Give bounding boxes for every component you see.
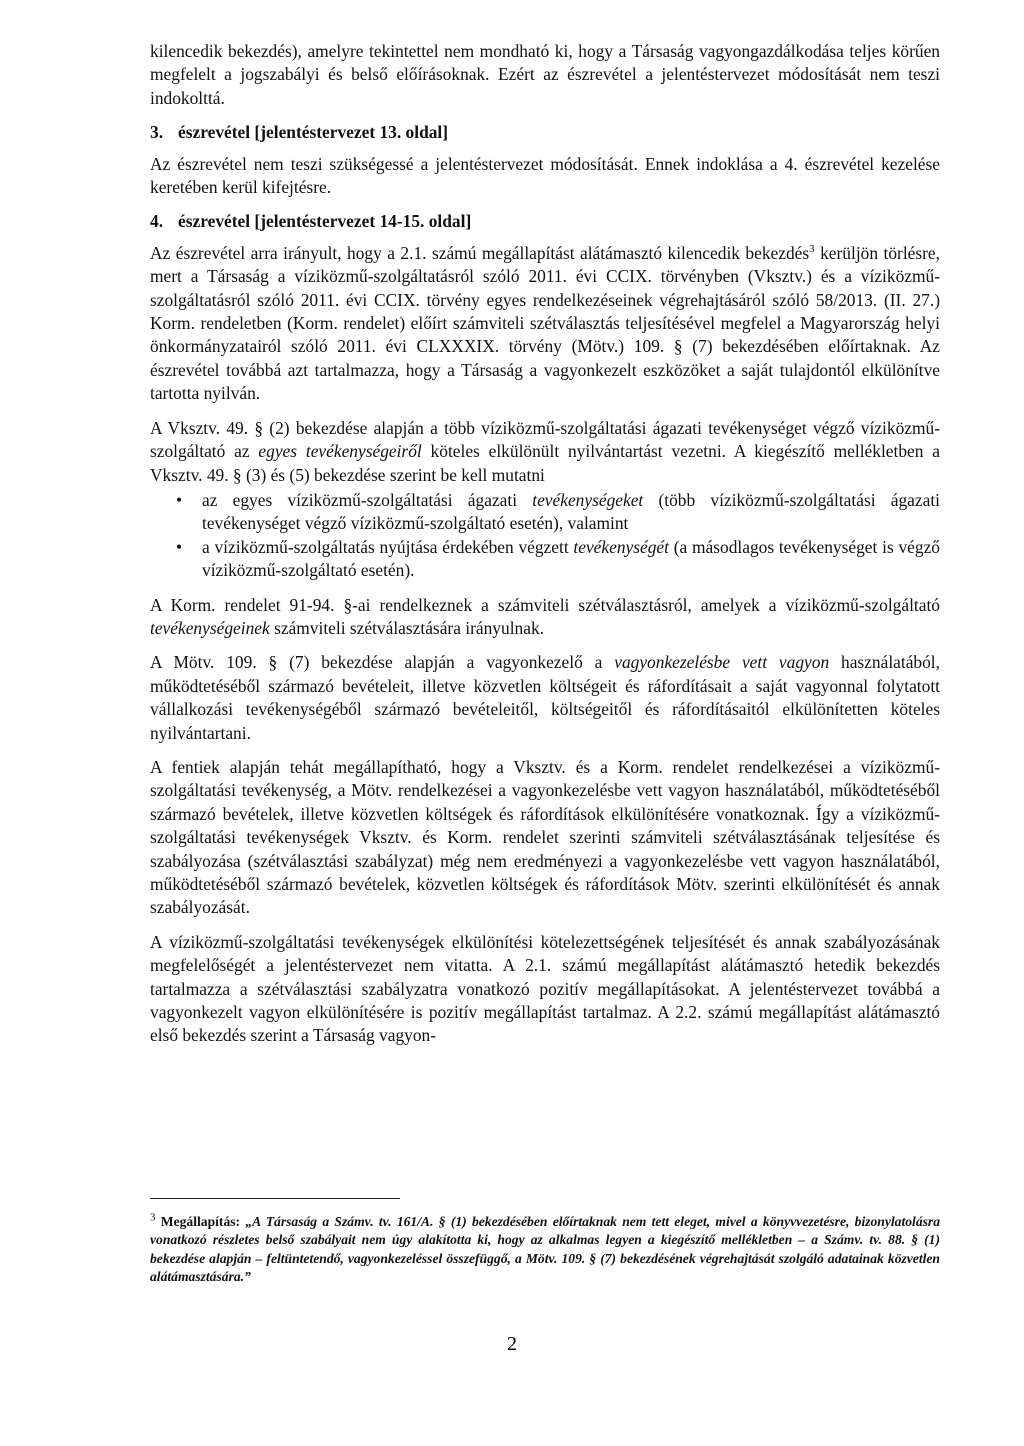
footnote [150,1213,940,1287]
paragraph-motv: A Mötv. 109. § (7) bekezdése alapján a vagyonkezelő a vagyonkezelésbe vett vagyon használatából, működtetéséből származó bevételeit, illetve közvetlen költségeit és ráfordításait a saját vagyonnal folytatott vállalkozási tevékenységéből származó bevételeitől, költségeitől és ráfordításaitól elkülönítetten köteles nyilvántartani. [150,652,940,743]
paragraph-korm-rendelet: A Korm. rendelet 91-94. §-ai rendelkeznek a számviteli szétválasztásról, amelyek a víziközmű-szolgáltató tevékenységeinek számviteli szétválasztására irányulnak. [150,594,940,638]
footnote-lead: Megállapítás: [155,1214,241,1229]
paragraph-final: A víziközmű-szolgáltatási tevékenységek elkülönítési kötelezettségének teljesítését és annak szabályozásának megfelelőségét a jelentéstervezet nem vitatta. A 2.1. számú megállapítást alátámasztó hetedik bekezdés tartalmazza a szétválasztási szabályzatra vonatkozó pozitív megállapításokat. A jelentéstervezet továbbá a vagyonkezelt vagyon elkülönítésére is pozitív megállapítást tartalmaz. A 2.2. számú megállapítást alátámasztó első bekezdés szerint a Társaság vagyon- [150,931,940,1046]
footnote-reference[interactable]: 3 [809,243,815,256]
footnote-body: „A Társaság a Számv. tv. 161/A. § (1) bekezdésében előírtaknak nem tett eleget, mivel a könyvvezetésre, bizonylatolásra vonatkozó részletes belső szabályait nem úgy alakította ki, hogy az alkalmas legyen a kiegészítő mellékletben – a Számv. tv. 88. § (1) bekezdése alapján – feltüntetendő, vagyonkezeléssel összefüggő, a Mötv. 109. § (7) bekezdésének végrehajtását szolgáló adatainak közvetlen alátámasztására.” [150,1214,940,1285]
paragraph-3-response: Az észrevétel nem teszi szükségessé a jelentéstervezet módosítását. Ennek indoklása a 4. észrevétel kezelése keretében kerül kifejtésre. [150,153,940,198]
section-heading-3 [150,121,940,144]
bullet-list [150,489,940,583]
heading-number: 4. [150,211,164,232]
page-number: 2 [507,1333,517,1355]
bullet-icon: • [176,536,183,557]
heading-number: 3. [150,122,164,143]
paragraph-continuation: kilencedik bekezdés), amelyre tekintettel nem mondható ki, hogy a Társaság vagyongazdálkodása teljes körűen megfelelt a jogszabályi és belső előírásoknak. Ezért az észrevétel a jelentéstervezet módosítását nem teszi indokolttá. [150,41,940,108]
heading-title: észrevétel [jelentéstervezet 14-15. oldal] [178,211,472,232]
list-item: • a víziközmű-szolgáltatás nyújtása érdekében végzett tevékenységét (a másodlagos tevékenységet is végző víziközmű-szolgáltató esetén). [176,536,940,581]
document-page [150,40,940,1059]
footnote-mark: 3 [150,1211,156,1224]
paragraph-conclusion: A fentiek alapján tehát megállapítható, hogy a Vksztv. és a Korm. rendelet rendelkezései a víziközmű-szolgáltatási tevékenység, a Mötv. rendelkezései a vagyonkezelésbe vett vagyon használatából, működtetéséből származó bevételek, illetve közvetlen költségek és ráfordítások elkülönítésére vonatkoznak. Így a víziközmű-szolgáltatási tevékenységek Vksztv. és Korm. rendelet szerinti számviteli szétválasztásának teljesítése és szabályozása (szétválasztási szabályzat) még nem eredményezi a vagyonkezelésbe vett vagyon használatából, működtetéséből származó bevételek, közvetlen költségek és ráfordítások Mötv. szerinti elkülönítését és annak szabályozását. [150,756,940,918]
heading-title: észrevétel [jelentéstervezet 13. oldal] [178,122,449,143]
list-item: • az egyes víziközmű-szolgáltatási ágazati tevékenységeket (több víziközmű-szolgáltatási ágazati tevékenységet végző víziközmű-szolgáltató esetén), valamint [176,489,940,534]
bullet-icon: • [176,489,183,510]
paragraph-4-observation: Az észrevétel arra irányult, hogy a 2.1. számú megállapítást alátámasztó kilencedik bekezdés$^3$ kerüljön törlésre, mert a Társaság a víziközmű-szolgáltatásról szóló 2011. évi CCIX. törvényben (Vksztv.) és a víziközmű-szolgáltatásról szóló 2011. évi CCIX. törvény egyes rendelkezéseinek végrehajtásáról szóló 58/2013. (II. 27.) Korm. rendeletben (Korm. rendelet) előírt számviteli szétválasztás teljesítésével megfelel a Magyarország helyi önkormányzatairól szóló 2011. évi CLXXXIX. törvény (Mötv.) 109. § (7) bekezdésében előírtaknak. Az észrevétel továbbá azt tartalmazza, hogy a Társaság a vagyonkezelt eszközöket a saját tulajdontól elkülönítve tartotta nyilván. [150,242,940,404]
paragraph-vksztv: A Vksztv. 49. § (2) bekezdése alapján a több víziközmű-szolgáltatási ágazati tevékenységet végző víziközmű-szolgáltató az egyes tevékenységeiről köteles elkülönült nyilvántartást vezetni. A kiegészítő mellékletben a Vksztv. 49. § (3) és (5) bekezdése szerint be kell mutatni [150,417,940,485]
footnote-divider [150,1198,400,1199]
section-heading-4 [150,210,940,233]
